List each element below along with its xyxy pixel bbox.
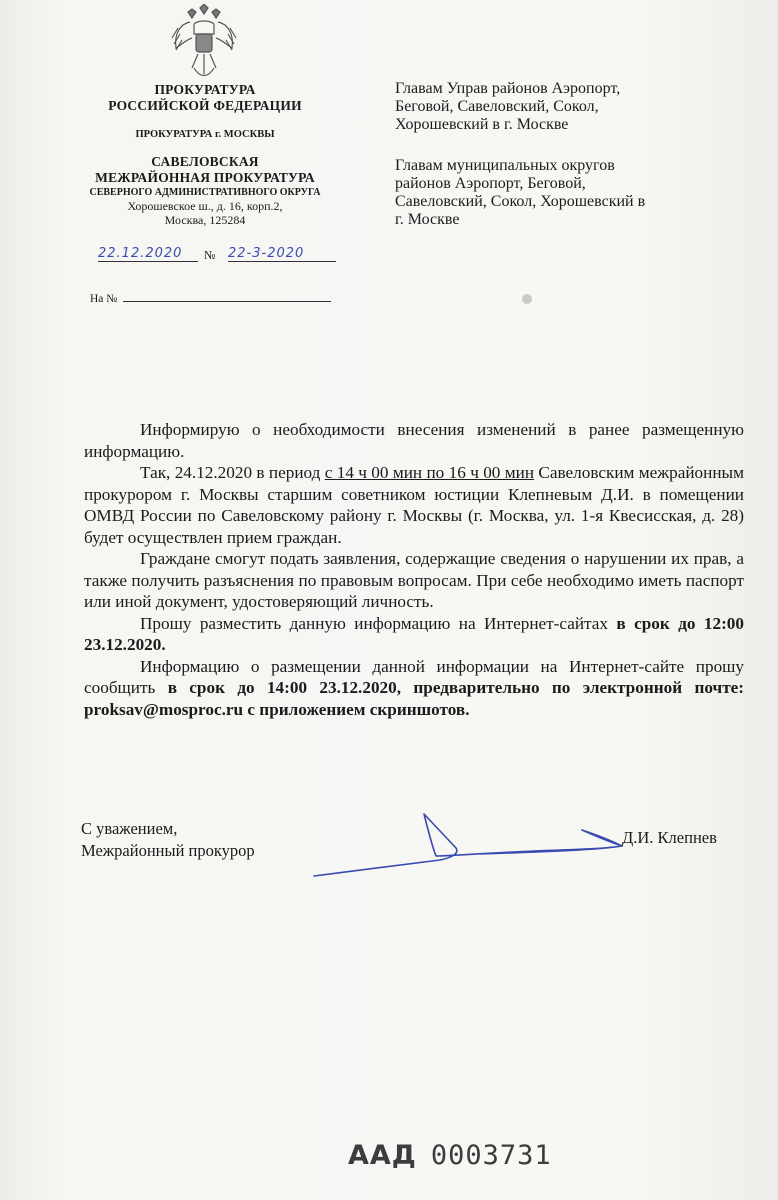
addressee-1-line: Главам Управ районов Аэропорт, — [395, 80, 621, 97]
serial-digits: 0003731 — [430, 1140, 552, 1171]
city-office: ПРОКУРАТУРА г. МОСКВЫ — [135, 128, 275, 140]
reply-reference-line — [90, 291, 331, 305]
paragraph-1: Информирую о необходимости внесения изменений в ранее размещенную информацию. — [84, 420, 744, 461]
addressee-2-line: Главам муниципальных округов — [395, 157, 615, 174]
closing-phrase: С уважением, — [81, 819, 178, 838]
p5-deadline: в срок до 14:00 23.12.2020, предварительно по электронной почте: proksav@mosproc.ru с приложением скриншотов. — [84, 678, 745, 719]
addressee-1-line: Беговой, Савеловский, Сокол, — [395, 97, 599, 115]
p5-text-a: Информацию о размещении данной информации на Интернет-сайте прошу сообщить — [84, 656, 744, 697]
dept-line-3: СЕВЕРНОГО АДМИНИСТРАТИВНОГО ОКРУГА — [89, 186, 321, 198]
org-line-2: РОССИЙСКОЙ ФЕДЕРАЦИИ — [108, 98, 302, 114]
signoff-block — [81, 818, 255, 862]
letter-body — [84, 419, 744, 720]
addressee-2-line: Савеловский, Сокол, Хорошевский в — [395, 192, 646, 210]
registration-date: 22.12.2020 — [98, 246, 198, 262]
p2-text-a: Так, 24.12.2020 в период — [140, 463, 325, 482]
addressee-2-line: г. Москве — [395, 210, 460, 228]
sender-header — [70, 82, 340, 228]
paragraph-3: Граждане смогут подать заявления, содержащие сведения о нарушении их прав, а также получить разъяснения по правовым вопросам. При себе необходимо иметь паспорт или иной документ, удостоверяющий личность. — [84, 549, 744, 611]
address-line-2: Москва, 125284 — [164, 213, 246, 228]
paragraph-4 — [84, 613, 744, 656]
p4-text-a: Прошу разместить данную информацию на Интернет-сайтах — [140, 613, 617, 633]
p2-text-b: Савеловским межрайонным прокурором г. Москвы старшим советником юстиции Клепневым Д.И. в помещении ОМВД России по Савеловскому району г. Москвы (г. Москва, ул. 1-я Квесисская, д. 28) будет осуществлен прием граждан. — [84, 463, 744, 547]
form-serial-number — [348, 1140, 552, 1171]
reply-blank — [123, 291, 331, 302]
dept-line-2: МЕЖРАЙОННАЯ ПРОКУРАТУРА — [95, 170, 315, 186]
coat-of-arms-emblem — [170, 4, 238, 82]
addressee-block-1 — [395, 80, 755, 134]
org-line-1: ПРОКУРАТУРА — [154, 82, 256, 97]
registration-number: 22-3-2020 — [228, 246, 336, 262]
addressee-1-line: Хорошевский в г. Москве — [395, 115, 569, 133]
handwritten-signature — [300, 800, 630, 890]
p4-deadline: в срок до 12:00 23.12.2020. — [84, 613, 744, 654]
address-line-1: Хорошевское ш., д. 16, корп.2, — [127, 198, 283, 213]
number-label: № — [204, 248, 216, 262]
reply-label: На № — [90, 293, 118, 305]
dept-line-1: САВЕЛОВСКАЯ — [151, 153, 259, 169]
addressee-2-line: районов Аэропорт, Беговой, — [395, 174, 586, 192]
serial-prefix: ААД — [348, 1140, 417, 1171]
signer-name: Д.И. Клепнев — [622, 828, 717, 847]
paragraph-5 — [84, 656, 744, 721]
signer-title: Межрайонный прокурор — [81, 841, 255, 860]
paragraph-2 — [84, 462, 744, 548]
reception-time: с 14 ч 00 мин по 16 ч 00 мин — [324, 463, 535, 482]
hole-punch-mark — [522, 294, 532, 304]
addressee-block-2 — [395, 157, 755, 229]
registration-line — [96, 242, 341, 266]
